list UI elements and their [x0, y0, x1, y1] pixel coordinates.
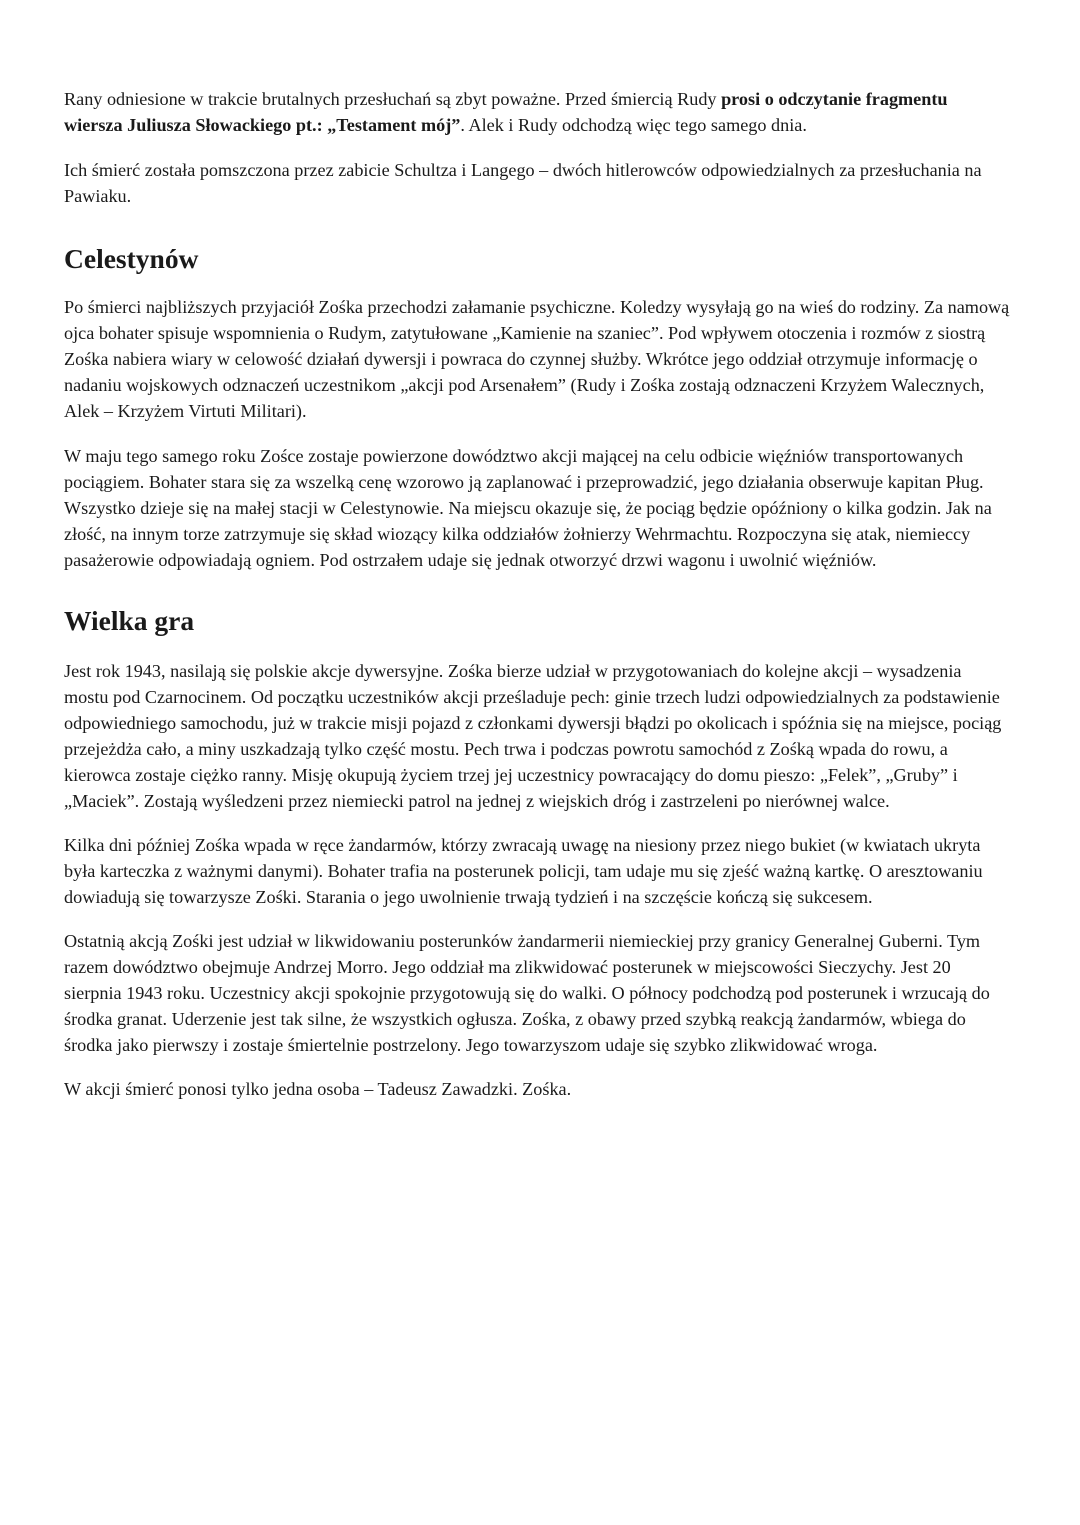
paragraph-zalamanie: Po śmierci najbliższych przyjaciół Zośka przechodzi załamanie psychiczne. Koledzy wysyłają go na wieś do rodziny. Za namową ojca bohater spisuje wspomnienia o Rudym, zatytułowane „Kamienie na szaniec”. Pod wpływem otoczenia i rozmów z siostrą Zośka nabiera wiary w celowość działań dywersji i powraca do czynnej służby. Wkrótce jego oddział otrzymuje informację o nadaniu wojskowych odznaczeń uczestnikom „akcji pod Arsenałem” (Rudy i Zośka zostają odznaczeni Krzyżem Walecznych, Alek – Krzyżem Virtuti Militari).: [64, 297, 1010, 421]
paragraph-rany: [64, 86, 1010, 138]
paragraph-akcja-celestynow: W maju tego samego roku Zośce zostaje powierzone dowództwo akcji mającej na celu odbicie więźniów transportowanych pociągiem. Bohater stara się za wszelką cenę wzorowo ją zaplanować i przeprowadzić, jego działania obserwuje kapitan Pług. Wszystko dzieje się na małej stacji w Celestynowie. Na miejscu okazuje się, że pociąg będzie opóźniony o kilka godzin. Jak na złość, na innym torze zatrzymuje się skład wiozący kilka oddziałów żołnierzy Wehrmachtu. Rozpoczyna się atak, niemieccy pasażerowie odpowiadają ogniem. Pod ostrzałem udaje się jednak otworzyć drzwi wagonu i uwolnić więźniów.: [64, 446, 992, 570]
heading-celestynow: Celestynów: [64, 243, 199, 274]
heading-wielka-gra: Wielka gra: [64, 605, 195, 636]
paragraph-czarnocin: Jest rok 1943, nasilają się polskie akcje dywersyjne. Zośka bierze udział w przygotowaniach do kolejne akcji – wysadzenia mostu pod Czarnocinem. Od początku uczestników akcji prześladuje pech: ginie trzech ludzi odpowiedzialnych za podstawienie odpowiedniego samochodu, już w trakcie misji pojazd z członkami dywersji błądzi po okolicach i spóźnia się na miejsce, pociąg przejeżdża cało, a miny uszkadzają tylko część mostu. Pech trwa i podczas powrotu samochód z Zośką wpada do rowu, a kierowca zostaje ciężko ranny. Misję okupują życiem trzej jej uczestnicy powracający do domu pieszo: „Felek”, „Gruby” i „Maciek”. Zostają wyśledzeni przez niemiecki patrol na jednej z wiejskich dróg i zastrzeleni po nierównej walce.: [64, 661, 1002, 811]
paragraph-zakonczenie: W akcji śmierć ponosi tylko jedna osoba – Tadeusz Zawadzki. Zośka.: [64, 1079, 572, 1099]
paragraph-sieczychy: Ostatnią akcją Zośki jest udział w likwidowaniu posterunków żandarmerii niemieckiej przy granicy Generalnej Guberni. Tym razem dowództwo obejmuje Andrzej Morro. Jego oddział ma zlikwidować posterunek w miejscowości Sieczychy. Jest 20 sierpnia 1943 roku. Uczestnicy akcji spokojnie przygotowują się do walki. O północy podchodzą pod posterunek i wrzucają do środka granat. Uderzenie jest tak silne, że wszystkich ogłusza. Zośka, z obawy przed szybką reakcją żandarmów, wbiega do środka jako pierwszy i zostaje śmiertelnie postrzelony. Jego towarzyszom udaje się szybko zlikwidować wroga.: [64, 931, 990, 1055]
document-page: [64, 86, 1010, 1120]
paragraph-aresztowanie: Kilka dni później Zośka wpada w ręce żandarmów, którzy zwracają uwagę na niesiony przez niego bukiet (w kwiatach ukryta była karteczka z ważnymi danymi). Bohater trafia na posterunek policji, tam udaje mu się zjeść ważną kartkę. O aresztowaniu dowiadują się towarzysze Zośki. Starania o jego uwolnienie trwają tydzień i na szczęście kończą się sukcesem.: [64, 835, 983, 907]
paragraph-rany-bold: prosi o odczytanie fragmentu wiersza Juliusza Słowackiego pt.: „Testament mój”: [64, 89, 948, 135]
paragraph-rany-text-b: . Alek i Rudy odchodzą więc tego samego dnia.: [460, 115, 807, 135]
paragraph-smierc-pomszczona: Ich śmierć została pomszczona przez zabicie Schultza i Langego – dwóch hitlerowców odpowiedzialnych za przesłuchania na Pawiaku.: [64, 160, 982, 206]
paragraph-rany-text-a: Rany odniesione w trakcie brutalnych przesłuchań są zbyt poważne. Przed śmiercią Rudy: [64, 89, 722, 109]
